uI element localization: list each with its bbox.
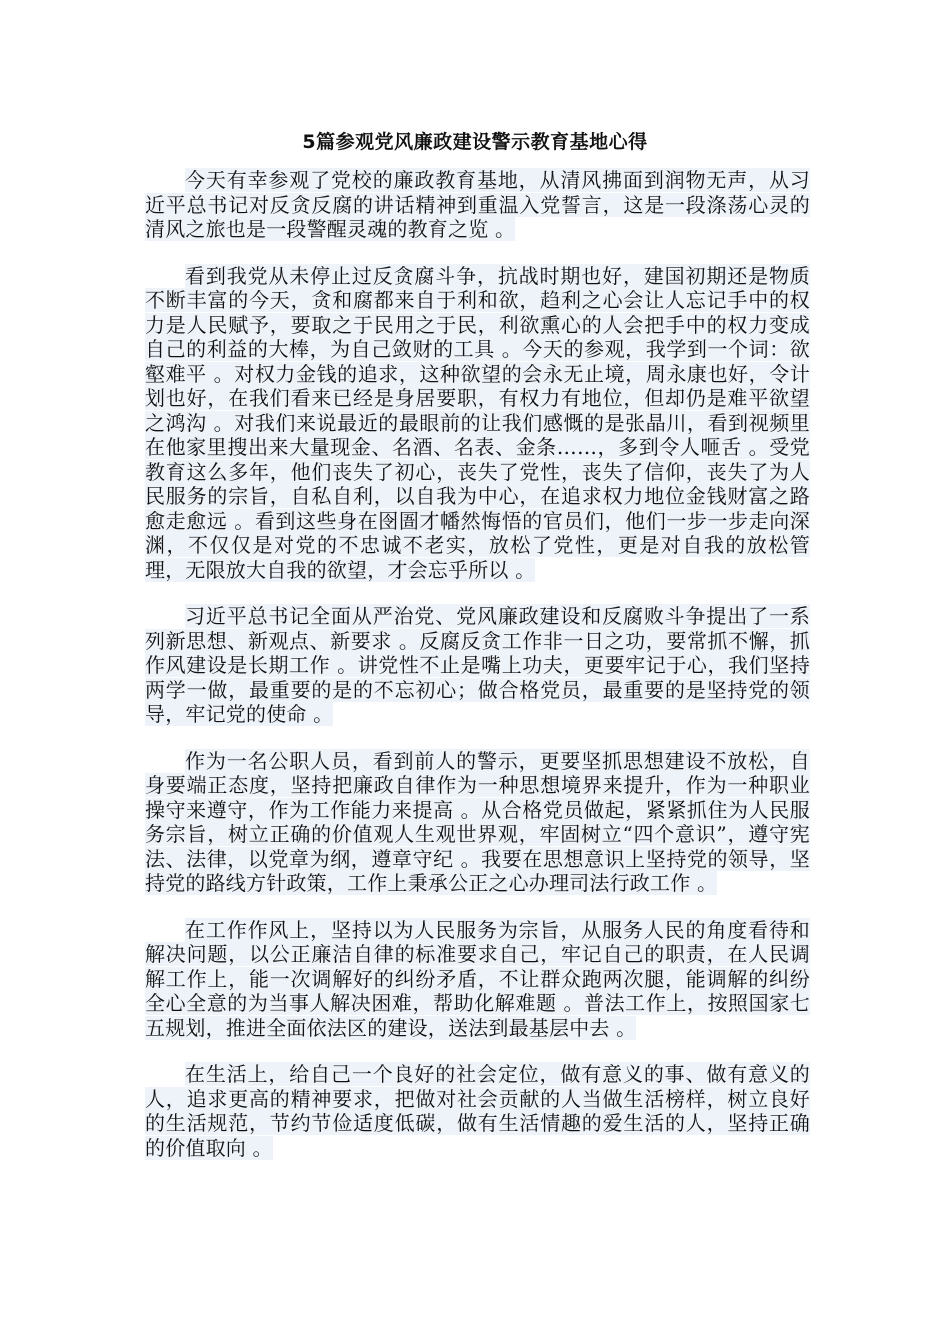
- paragraph-3: [145, 604, 810, 727]
- document-body: [145, 168, 810, 1184]
- paragraph-2-text: 看到我党从未停止过反贪腐斗争，抗战时期也好，建国初期还是物质不断丰富的今天，贪和腐都来自于利和欲，趋利之心会让人忘记手中的权力是人民赋予，要取之于民用之于民，利欲熏心的人会把手中的权力变成自己的利益的大棒，为自己敛财的工具 。今天的参观，我学到一个词：欲壑难平 。对权力金钱的追求，这种欲望的会永无止境，周永康也好，令计划也好，在我们看来已经是身居要职，有权力有地位，但却仍是难平欲望之鸿沟 。对我们来说最近的最眼前的让我们感慨的是张晶川，看到视频里在他家里搜出来大量现金、名酒、名表、金条……，多到令人咂舌 。受党教育这么多年，他们丧失了初心，丧失了党性，丧失了信仰，丧失了为人民服务的宗旨，自私自利，以自我为中心，在追求权力地位金钱财富之路愈走愈远 。看到这些身在囹圄才幡然悔悟的官员们，他们一步一步走向深渊，不仅仅是对党的不忠诚不老实，放松了党性，更是对自我的放松管理，无限放大自我的欲望，才会忘乎所以 。: [145, 263, 810, 582]
- paragraph-3-text: 习近平总书记全面从严治党、党风廉政建设和反腐败斗争提出了一系列新思想、新观点、新要求 。反腐反贪工作非一日之功，要常抓不懈，抓作风建设是长期工作 。讲党性不止是嘴上功夫，更要牢记于心，我们坚持两学一做，最重要的是的不忘初心；做合格党员，最重要的是坚持党的领导，牢记党的使命 。: [145, 604, 810, 726]
- paragraph-5: [145, 918, 810, 1041]
- paragraph-6: [145, 1062, 810, 1160]
- paragraph-4: [145, 749, 810, 896]
- paragraph-1: [145, 168, 810, 242]
- paragraph-1-text: 今天有幸参观了党校的廉政教育基地，从清风拂面到润物无声，从习近平总书记对反贪反腐的讲话精神到重温入党誓言，这是一段涤荡心灵的清风之旅也是一段警醒灵魂的教育之览 。: [145, 168, 810, 241]
- paragraph-6-text: 在生活上，给自己一个良好的社会定位，做有意义的事、做有意义的人，追求更高的精神要求，把做对社会贡献的人当做生活榜样，树立良好的生活规范，节约节俭适度低碳，做有生活情趣的爱生活的人，坚持正确的价值取向 。: [145, 1062, 810, 1160]
- paragraph-2: [145, 264, 810, 583]
- paragraph-4-text: 作为一名公职人员，看到前人的警示，更要坚抓思想建设不放松，自身要端正态度，坚持把廉政自律作为一种思想境界来提升，作为一种职业操守来遵守，作为工作能力来提高 。从合格党员做起，紧紧抓住为人民服务宗旨，树立正确的价值观人生观世界观，牢固树立“四个意识”，遵守宪法、法律，以党章为纲，遵章守纪 。我要在思想意识上坚持党的领导，坚持党的路线方针政策，工作上秉承公正之心办理司法行政工作 。: [145, 748, 810, 895]
- paragraph-5-text: 在工作作风上，坚持以为人民服务为宗旨，从服务人民的角度看待和解决问题，以公正廉洁自律的标准要求自己，牢记自己的职责，在人民调解工作上，能一次调解好的纠纷矛盾，不让群众跑两次腿，能调解的纠纷全心全意的为当事人解决困难，帮助化解难题 。普法工作上，按照国家七五规划，推进全面依法区的建设，送法到最基层中去 。: [145, 917, 810, 1040]
- document-title: 5篇参观党风廉政建设警示教育基地心得: [302, 131, 648, 153]
